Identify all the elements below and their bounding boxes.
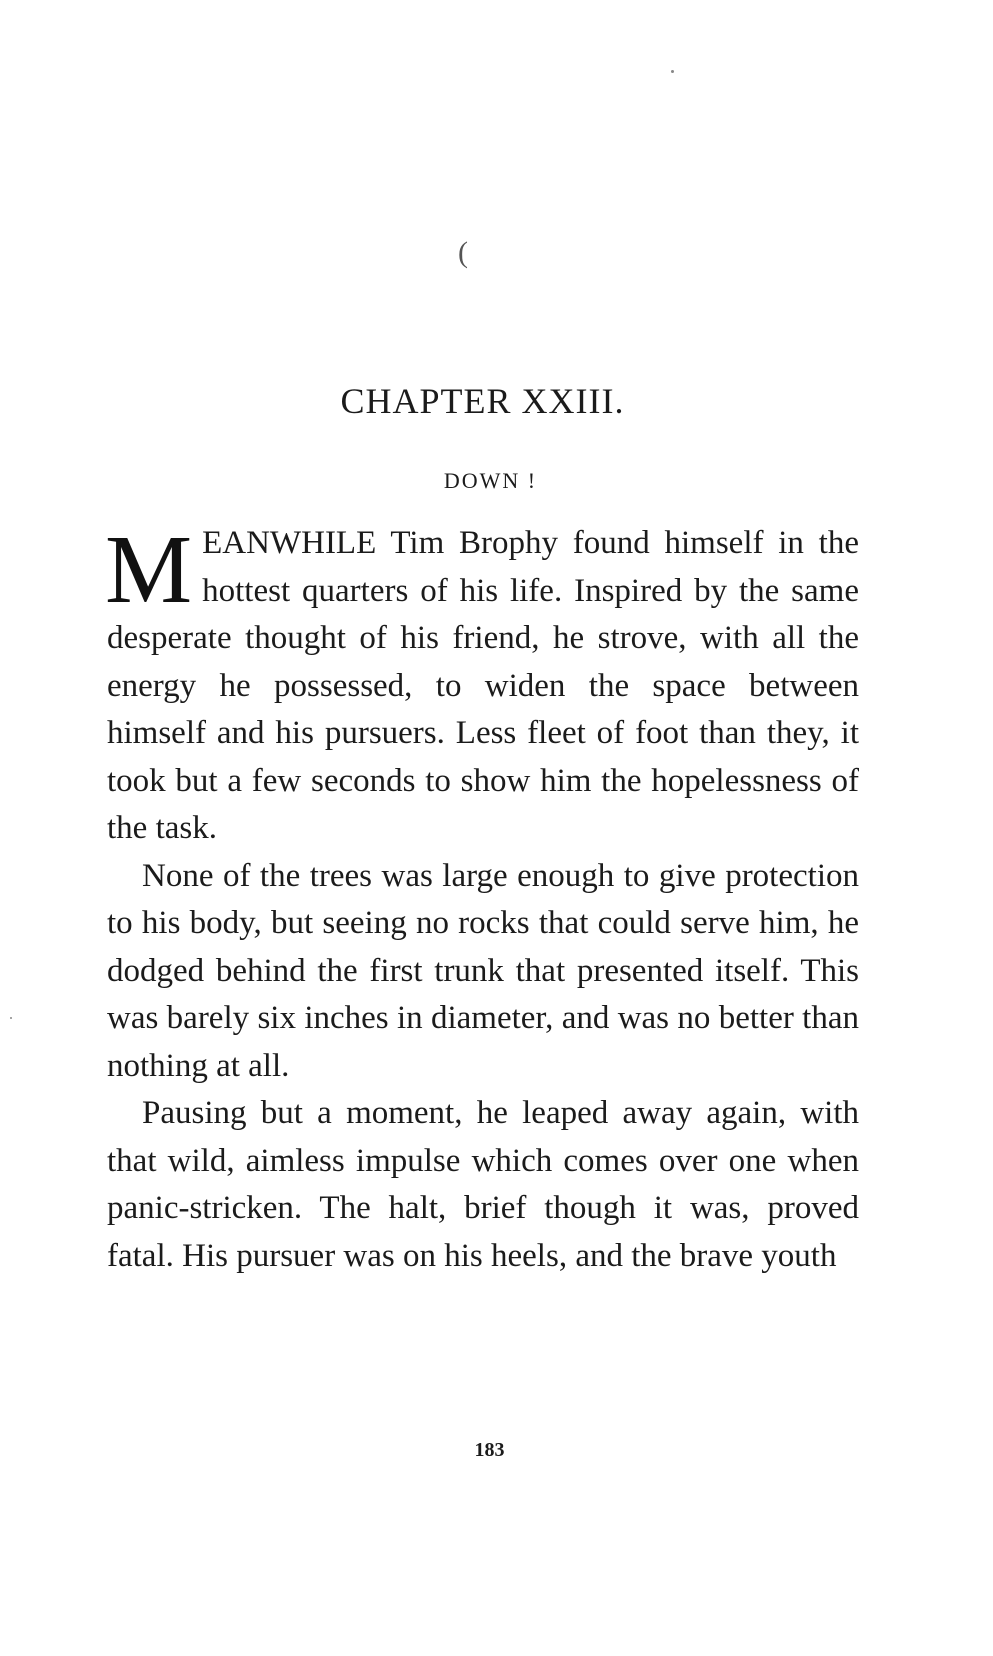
chapter-title: CHAPTER XXIII. [340, 381, 625, 421]
paragraph-text: EANWHILE Tim Brophy found himself in the hottest quarters of his life. Inspired by the same desperate thought of his friend, he strove, with all the energy he possessed, to widen the space between himself and his pursuers. Less fleet of foot than they, it took but a few seconds to show him the hopelessness of the task. [107, 525, 859, 846]
paragraph: Pausing but a moment, he leaped away again, with that wild, aimless impulse which comes over one when panic-stricken. The halt, brief though it was, proved fatal. His pursuer was on his heels, and the brave youth [107, 1095, 859, 1274]
speck-mark [10, 1017, 12, 1019]
paragraph: None of the trees was large enough to give protection to his body, but seeing no rocks that could serve him, he dodged behind the first trunk that presented itself. This was barely six inches in diameter, and was no better than nothing at all. [107, 857, 859, 1084]
page-number: 183 [474, 1439, 505, 1461]
body-text [105, 516, 859, 1280]
speck-mark [671, 70, 674, 73]
stray-ink-mark: ( [458, 236, 468, 269]
section-title: DOWN ! [443, 468, 538, 493]
paragraph [105, 516, 859, 853]
drop-cap: M [105, 516, 193, 624]
